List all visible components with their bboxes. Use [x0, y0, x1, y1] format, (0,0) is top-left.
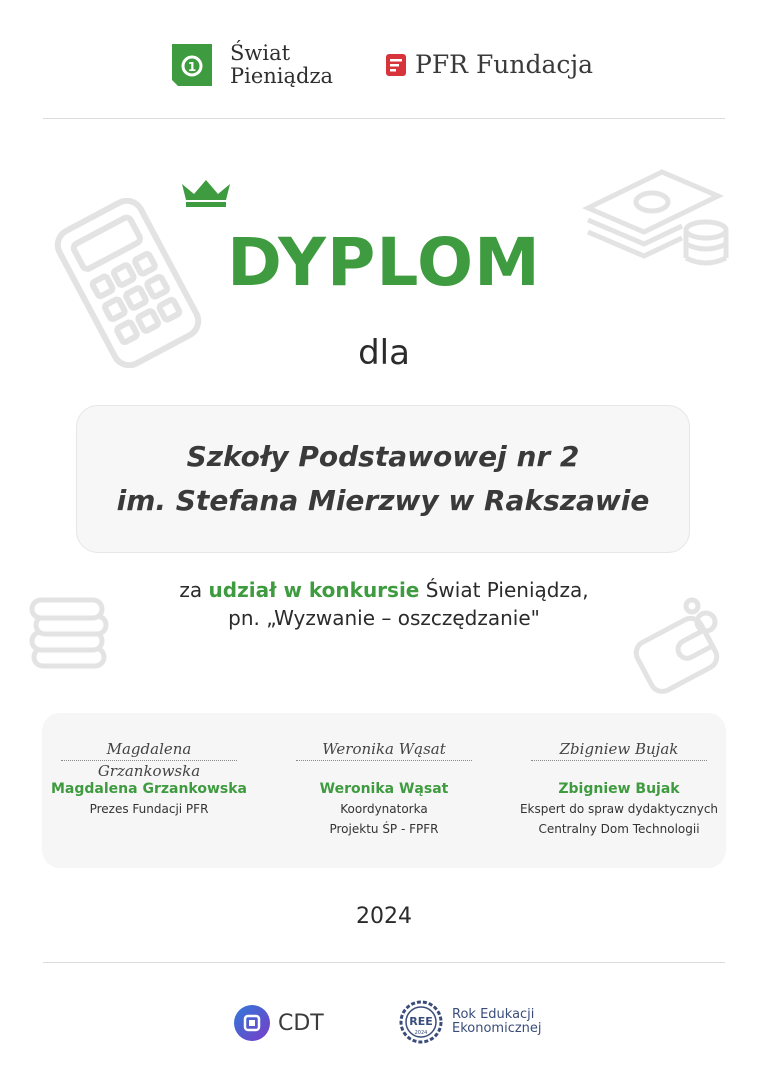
signature-3: Zbigniew Bujak [531, 738, 707, 761]
signature-1: Magdalena Grzankowska [61, 738, 237, 761]
recipient-line1: Szkoły Podstawowej nr 2 [186, 440, 580, 473]
reason-prefix: za [179, 578, 203, 602]
reason-highlight: udział w konkursie [208, 578, 420, 602]
header-divider [43, 118, 725, 119]
signatory-role-2b: Projektu ŚP - FPFR [329, 822, 439, 836]
cdt-logo-text: CDT [278, 1010, 324, 1036]
recipient-line2: im. Stefana Mierzwy w Rakszawie [116, 484, 650, 517]
signatory-name-2: Weronika Wąsat [319, 781, 449, 797]
swiat-pieniadza-logo [172, 42, 333, 88]
diploma-title: DYPLOM [227, 224, 541, 301]
signatory-role-3b: Centralny Dom Technologii [538, 822, 700, 836]
cdt-logo [234, 1005, 324, 1041]
footer-divider [43, 962, 725, 963]
ree-badge-icon [398, 998, 444, 1046]
signatory-role-2a: Koordynatorka [340, 802, 428, 816]
pfr-mark-icon [386, 54, 406, 76]
recipient-box [76, 405, 690, 553]
pfr-logo-text: PFR Fundacja [415, 50, 594, 79]
signatory-3 [509, 738, 729, 839]
signature-2: Weronika Wąsat [296, 738, 472, 761]
signatory-name-3: Zbigniew Bujak [558, 781, 680, 797]
ree-logo [398, 998, 542, 1046]
logo-line1: Świat [230, 41, 291, 65]
logo-line2: Pieniądza [230, 64, 334, 88]
year: 2024 [356, 904, 412, 929]
signatory-role-1: Prezes Fundacji PFR [89, 802, 209, 816]
reason-line2: pn. „Wyzwanie – oszczędzanie" [228, 606, 540, 630]
for-label: dla [358, 333, 410, 373]
pfr-fundacja-logo [386, 50, 593, 79]
reason-text [0, 576, 768, 632]
reason-suffix: Świat Pieniądza, [425, 578, 589, 602]
cdt-mark-icon [234, 1005, 270, 1041]
ree-line1: Rok Edukacji [452, 1007, 535, 1022]
svg-text:1: 1 [187, 60, 197, 74]
signatory-1 [39, 738, 259, 819]
signatory-2 [274, 738, 494, 839]
ree-badge-text: REE [409, 1015, 433, 1028]
signatory-role-3a: Ekspert do spraw dydaktycznych [519, 802, 719, 816]
ree-badge-year: 2024 [414, 1030, 428, 1036]
swiat-pieniadza-mark-icon [172, 44, 212, 86]
signatory-name-1: Magdalena Grzankowska [51, 781, 247, 797]
ree-line2: Ekonomicznej [452, 1021, 542, 1036]
